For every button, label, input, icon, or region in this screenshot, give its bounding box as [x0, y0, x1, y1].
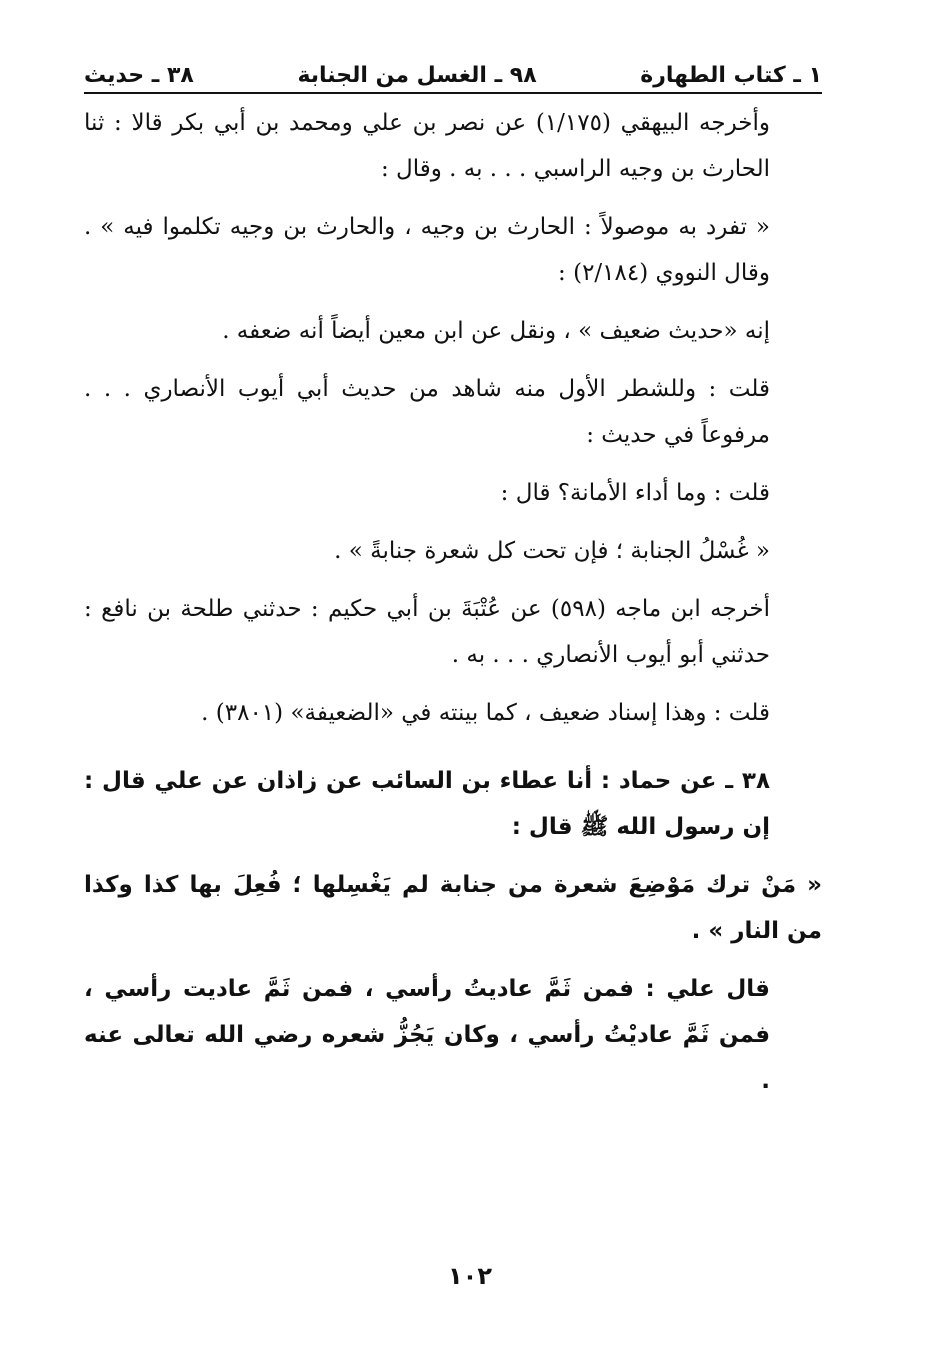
page-body — [84, 100, 822, 1104]
hadith-38-matn: « مَنْ ترك مَوْضِعَ شعرة من جنابة لم يَغْسِلها ؛ فُعِلَ بها كذا وكذا من النار » . — [84, 872, 822, 944]
paragraph-nawawi: إنه «حديث ضعيف » ، ونقل عن ابن معين أيضاً أنه ضعفه . — [222, 318, 770, 344]
paragraph-amana-question: قلت : وما أداء الأمانة؟ قال : — [500, 480, 770, 506]
paragraph-bayhaqi: وأخرجه البيهقي (١/١٧٥) عن نصر بن علي ومحمد بن أبي بكر قالا : ثنا الحارث بن وجيه الراسبي . . . به . وقال : — [84, 110, 770, 182]
page-number: ١٠٢ — [448, 1262, 492, 1290]
hadith-38-ali-statement: قال علي : فمن ثَمَّ عاديتُ رأسي ، فمن ثَمَّ عاديت رأسي ، فمن ثَمَّ عاديْتُ رأسي ، وكان يَجُزُّ شعره رضي الله تعالى عنه . — [84, 976, 770, 1094]
header-hadith-number: ٣٨ ـ حديث — [84, 63, 194, 88]
paragraph-ghusl-quote: « غُسْلُ الجنابة ؛ فإن تحت كل شعرة جنابةً » . — [334, 538, 770, 564]
paragraph-shahid: قلت : وللشطر الأول منه شاهد من حديث أبي أيوب الأنصاري . . . مرفوعاً في حديث : — [84, 376, 770, 448]
hadith-38-isnad: ٣٨ ـ عن حماد : أنا عطاء بن السائب عن زاذان عن علي قال : إن رسول الله ﷺ قال : — [84, 768, 770, 840]
header-book-title: ١ ـ كتاب الطهارة — [640, 63, 822, 88]
header-chapter-title: ٩٨ ـ الغسل من الجنابة — [297, 63, 537, 88]
running-header — [84, 56, 822, 94]
paragraph-quote-harith: « تفرد به موصولاً : الحارث بن وجيه ، والحارث بن وجيه تكلموا فيه » . وقال النووي (٢/١٨٤) : — [84, 214, 770, 286]
paragraph-ibn-majah: أخرجه ابن ماجه (٥٩٨) عن عُتْبَةَ بن أبي حكيم : حدثني طلحة بن نافع : حدثني أبو أيوب الأنصاري . . . به . — [84, 596, 770, 668]
paragraph-isnad-daif: قلت : وهذا إسناد ضعيف ، كما بينته في «الضعيفة» (٣٨٠١) . — [201, 700, 770, 726]
